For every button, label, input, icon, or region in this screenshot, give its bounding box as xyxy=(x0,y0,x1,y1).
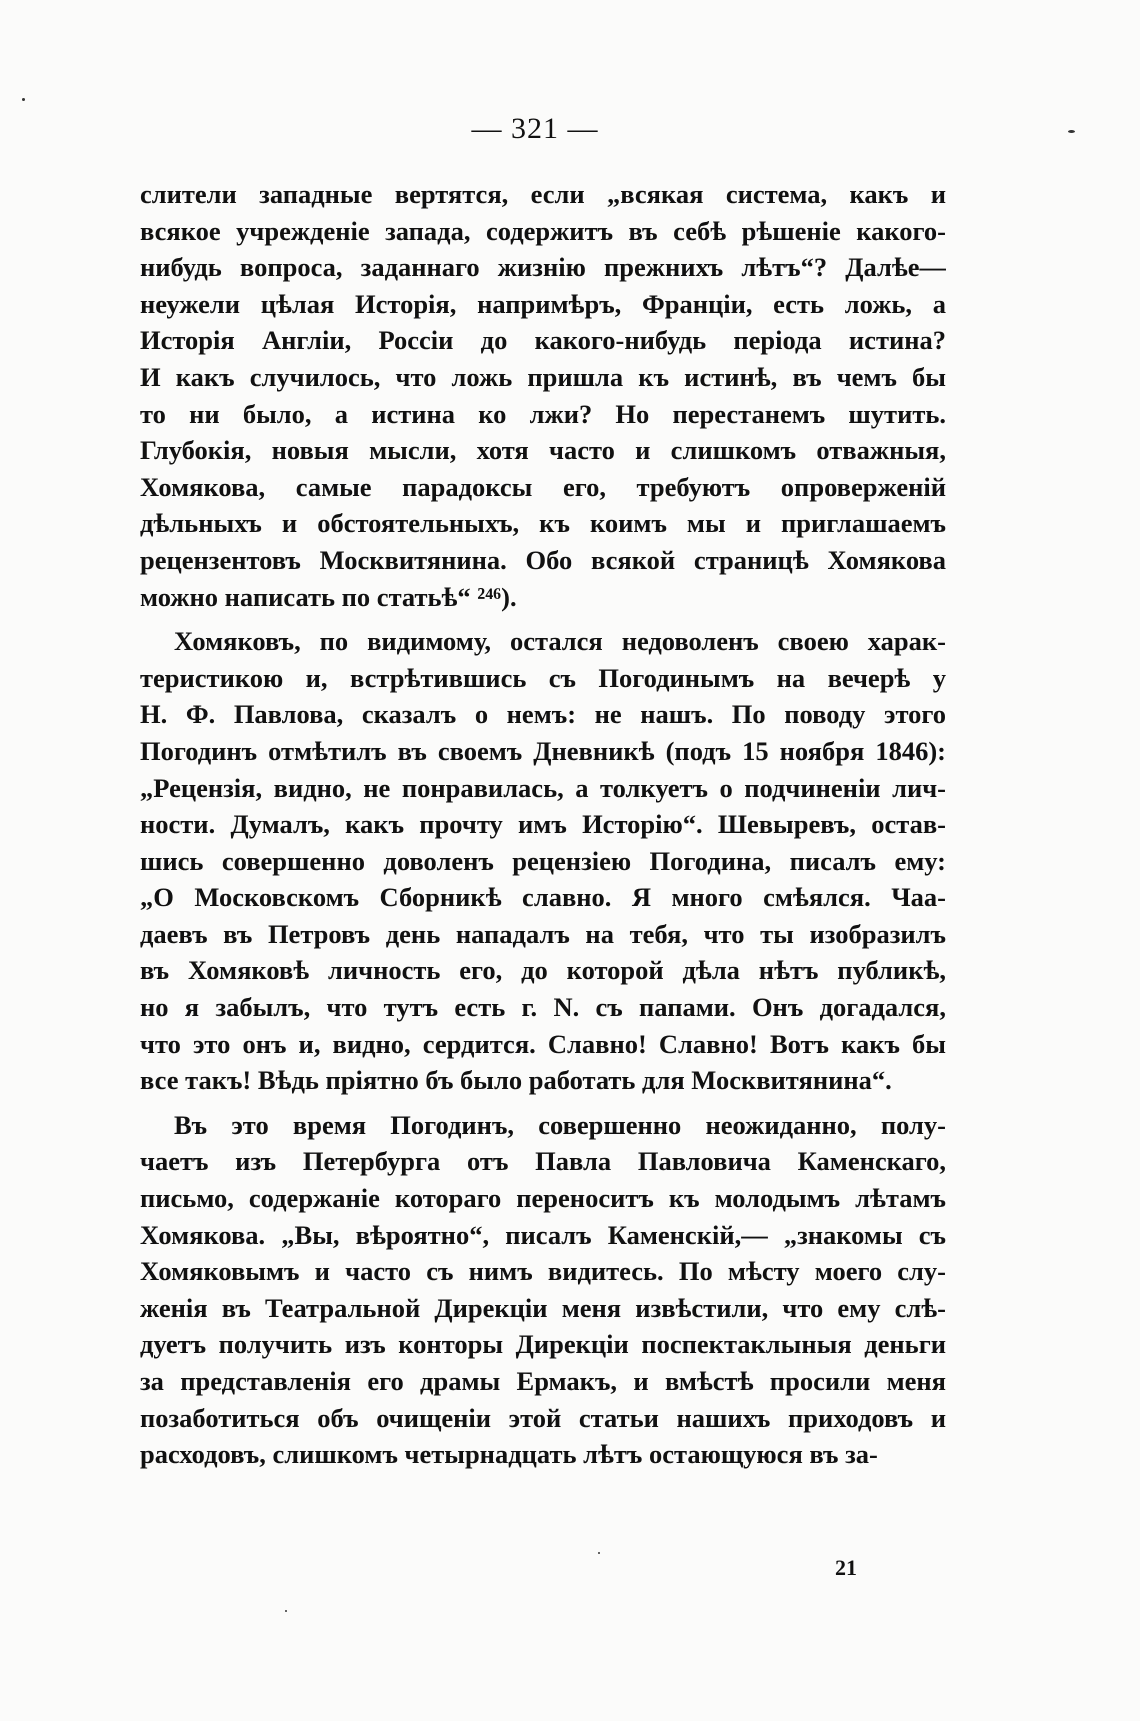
text-line: женія въ Театральной Дирекціи меня извѣстили, что ему слѣ- xyxy=(140,1292,946,1323)
scan-speck xyxy=(285,1610,287,1612)
text-line: все такъ! Вѣдь пріятно бъ было работать для Москвитянина“. xyxy=(140,1065,892,1096)
text-line: „О Московскомъ Сборникѣ славно. Я много смѣялся. Чаа- xyxy=(140,882,946,913)
text-line: Погодинъ отмѣтилъ въ своемъ Дневникѣ (подъ 15 ноября 1846): xyxy=(140,735,946,766)
paragraph xyxy=(140,623,946,1099)
text-line: Хомякова, самые парадоксы его, требуютъ опроверженій xyxy=(140,471,946,502)
text-line: въ Хомяковѣ личность его, до которой дѣла нѣтъ публикѣ, xyxy=(140,955,946,986)
text-line: „Рецензія, видно, не понравилась, а толкуетъ о подчиненіи лич- xyxy=(140,772,946,803)
text-line: Хомякова. „Вы, вѣроятно“, писалъ Каменскій,— „знакомы съ xyxy=(140,1219,946,1250)
scan-speck xyxy=(22,98,25,101)
text-line: но я забылъ, что тутъ есть г. N. съ папами. Онъ догадался, xyxy=(140,992,946,1023)
text-line: Исторія Англіи, Россіи до какого-нибудь періода истина? xyxy=(140,325,946,356)
text-line: Хомяковымъ и часто съ нимъ видитесь. По мѣсту моего слу- xyxy=(140,1256,946,1287)
text-line: дѣльныхъ и обстоятельныхъ, къ коимъ мы и приглашаемъ xyxy=(140,508,946,539)
text-line: письмо, содержаніе котораго переноситъ къ молодымъ лѣтамъ xyxy=(140,1183,946,1214)
text-line: слители западные вертятся, если „всякая система, какъ и xyxy=(140,179,946,209)
text-line: расходовъ, слишкомъ четырнадцать лѣтъ остающуюся въ за- xyxy=(140,1439,878,1470)
text-line: даевъ въ Петровъ день нападалъ на тебя, что ты изобразилъ xyxy=(140,918,946,949)
page-number: — 321 — xyxy=(471,112,599,145)
text-line: то ни было, а истина ко лжи? Но перестанемъ шутить. xyxy=(140,398,946,429)
text-line: чаетъ изъ Петербурга отъ Павла Павловича Каменскаго, xyxy=(140,1146,946,1177)
text-line: Глубокія, новыя мысли, хотя часто и слишкомъ отважныя, xyxy=(140,435,946,466)
text-line: Н. Ф. Павлова, сказалъ о немъ: не нашъ. По поводу этого xyxy=(140,699,946,730)
body-text xyxy=(140,176,946,1473)
text-line: рецензентовъ Москвитянина. Обо всякой страницѣ Хомякова xyxy=(140,544,946,575)
scan-speck xyxy=(1068,130,1075,133)
text-line: И какъ случилось, что ложь пришла къ истинѣ, въ чемъ бы xyxy=(140,361,946,392)
text-line: всякое учрежденіе запада, содержитъ въ себѣ рѣшеніе какого- xyxy=(140,215,946,246)
text-line: неужели цѣлая Исторія, напримѣръ, Франціи, есть ложь, а xyxy=(140,288,946,319)
text-line: ности. Думалъ, какъ прочту имъ Исторію“. Шевыревъ, остав- xyxy=(140,809,946,840)
text-line: можно написать по статьѣ“ ²⁴⁶). xyxy=(140,581,517,612)
paragraph xyxy=(140,176,946,615)
scan-speck xyxy=(598,1552,600,1554)
text-line: за представленія его драмы Ермакъ, и вмѣстѣ просили меня xyxy=(140,1366,946,1396)
text-line: теристикою и, встрѣтившись съ Погодинымъ на вечерѣ у xyxy=(140,662,946,693)
paragraph xyxy=(140,1107,946,1473)
text-line: дуетъ получить изъ конторы Дирекціи поспектаклыныя деньги xyxy=(140,1329,946,1360)
text-line: что это онъ и, видно, сердится. Славно! Славно! Вотъ какъ бы xyxy=(140,1028,946,1059)
text-line: шись совершенно доволенъ рецензіею Погодина, писалъ ему: xyxy=(140,845,946,876)
text-line: нибудь вопроса, заданнаго жизнію прежнихъ лѣтъ“? Далѣе— xyxy=(140,252,946,283)
text-line: Въ это время Погодинъ, совершенно неожиданно, полу- xyxy=(174,1109,946,1140)
signature-mark: 21 xyxy=(835,1555,857,1580)
text-line: позаботиться объ очищеніи этой статьи нашихъ приходовъ и xyxy=(140,1402,946,1433)
text-line: Хомяковъ, по видимому, остался недоволенъ своею харак- xyxy=(174,626,946,657)
